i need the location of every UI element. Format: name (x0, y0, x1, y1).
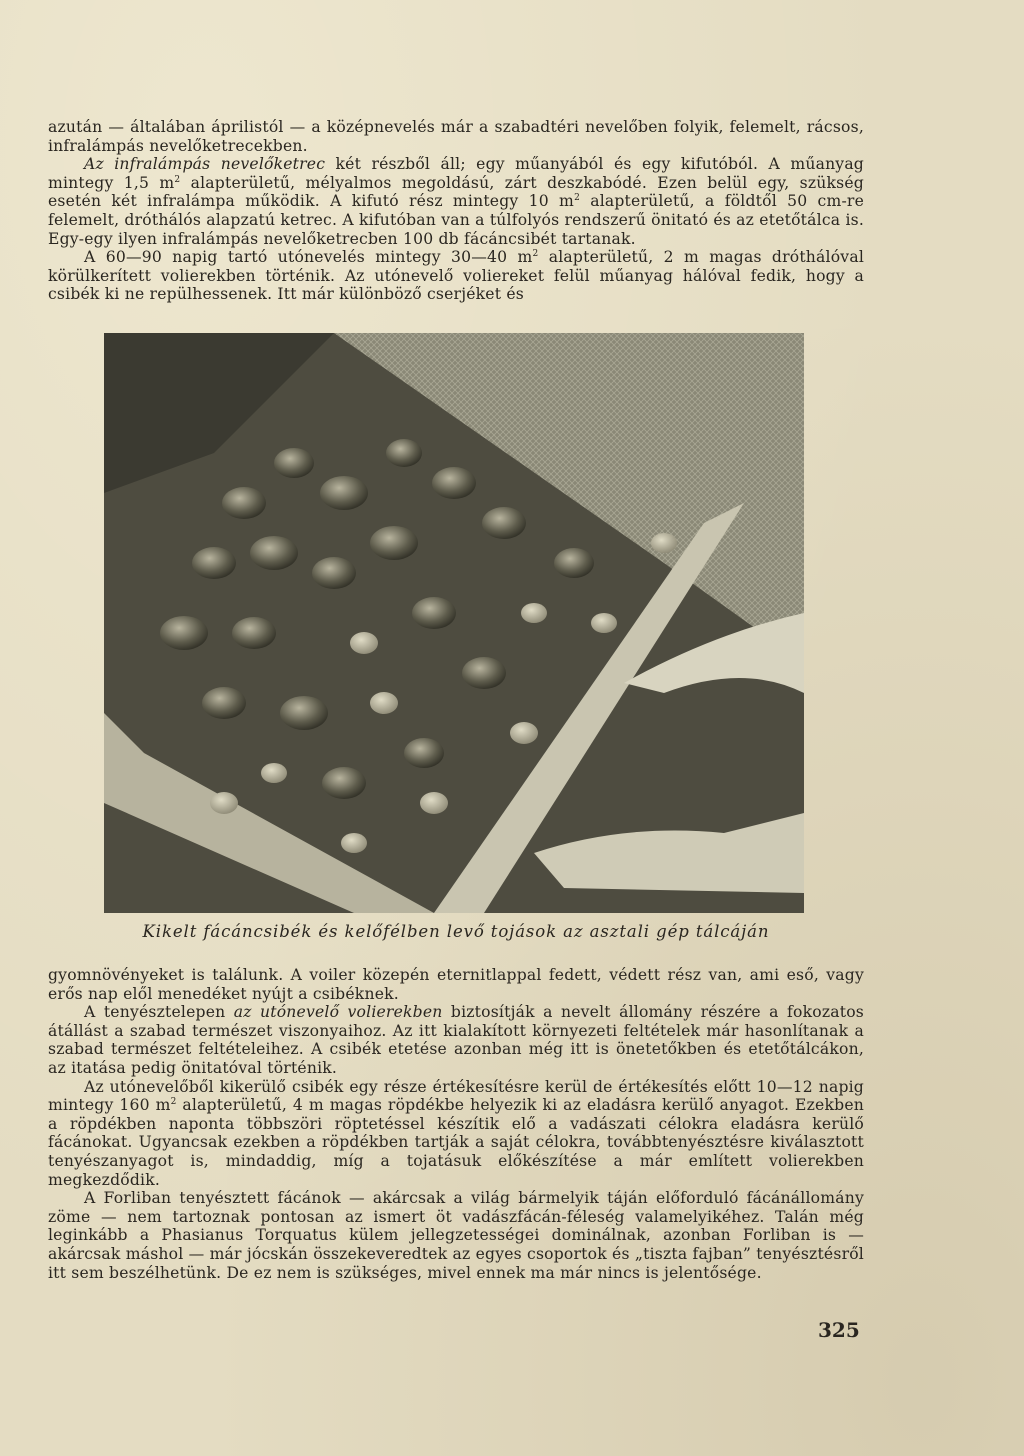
superscript: 2 (532, 249, 539, 260)
paragraph-intro: azután — általában áprilistól — a középnevelés már a szabadtéri nevelőben folyik, felemelt, rácsos, infralámpás nevelőketrecekben. (48, 118, 864, 155)
paragraph-ertekesites (48, 1078, 864, 1190)
superscript: 2 (574, 193, 580, 204)
superscript: 2 (170, 1097, 177, 1108)
text-span: A 60—90 napig tartó utónevelés mintegy 30—40 m (84, 248, 533, 267)
italic-term-utonevelo: az utónevelő volierekben (233, 1003, 443, 1022)
text-span: alapterületű, a földtől 50 cm-re felemelt, dróthálós alapzatú ketrec. A kifutóban van a túlfolyós rendszerű önitató és az etetőtálca is. Egy-egy ilyen infralámpás nevelőketrecben 100 db fácáncsibét tartanak. (48, 192, 864, 248)
text-span: A tenyésztelepen (84, 1003, 234, 1022)
paragraph-utoneveles (48, 248, 864, 304)
text-span: Az utónevelőből kikerülő csibék egy része értékesítésre kerül de értékesítés előtt 10—12 napig mintegy 160 m (48, 1077, 864, 1115)
paragraph-forli: A Forliban tenyésztett fácánok — akárcsak a világ bármelyik táján előforduló fácánállomány zöme — nem tartoznak pontosan az ismert öt vadászfácán-féleség valamelyikéhez. Talán még leginkább a Phasianus Torquatus külem jellegzetességei dominálnak, azonban Forliban is — akárcsak máshol — már jócskán összekeveredtek az egyes csoportok és „tiszta fajban” tenyésztésről itt sem beszélhetünk. De ez nem is szükséges, mivel ennek ma már nincs is jelentősége. (48, 1189, 864, 1282)
text-span: két részből áll; egy műanyából és egy kifutóból. A műanyag mintegy 1,5 m (48, 155, 864, 192)
page-number: 325 (818, 1318, 860, 1342)
bottom-text-block (48, 966, 864, 1282)
photo-illustration (104, 333, 804, 913)
text-span: alapterületű, mélyalmos megoldású, zárt deszkabódé. Ezen belül egy, szükség esetén két infralámpa működik. A kifutó rész mintegy 10 m (48, 173, 864, 211)
paragraph-gyomnovenyek: gyomnövényeket is találunk. A voiler közepén eternitlappal fedett, védett rész van, ami eső, vagy erős nap elől menedéket nyújt a csibéknek. (48, 966, 864, 1003)
italic-term-infralamp: Az infralámpás nevelőketrec (84, 155, 326, 174)
text-span: biztosítják a nevelt állomány részére a fokozatos átállást a szabad természet viszonyaihoz. Az itt kialakított környezeti feltételek már hasonlítanak a szabad természet feltételeihez. A csibék etetése azonban még itt is önetetőkben és etetőtálcákon, az itatása pedig önitatóval történik. (48, 1003, 864, 1077)
photo-chicks-tray (104, 333, 804, 913)
top-text-block (48, 118, 864, 304)
paragraph-infralamp (48, 155, 864, 248)
paragraph-tenyesztelep (48, 1003, 864, 1077)
text-span: alapterületű, 2 m magas dróthálóval körülkerített volierekben történik. Az utónevelő voliereket felül műanyag hálóval fedik, hogy a csibék ki ne repülhessenek. Itt már különböző cserjéket és (48, 248, 865, 304)
photo-caption: Kikelt fácáncsibék és kelőfélben levő tojások az asztali gép tálcáján (142, 922, 770, 941)
text-span: alapterületű, 4 m magas röpdékbe helyezik ki az eladásra kerülő anyagot. Ezekben a röpdékben naponta többszöri röptetéssel készítik elő a vadászati célokra eladásra kerülő fácánokat. Ugyancsak ezekben a röpdékben tartják a saját célokra, továbbtenyésztésre kiválasztott tenyészanyagot is, mindaddig, míg a tojatásuk előkészítése a már említett volierekben megkezdődik. (48, 1096, 864, 1189)
superscript: 2 (174, 174, 181, 185)
